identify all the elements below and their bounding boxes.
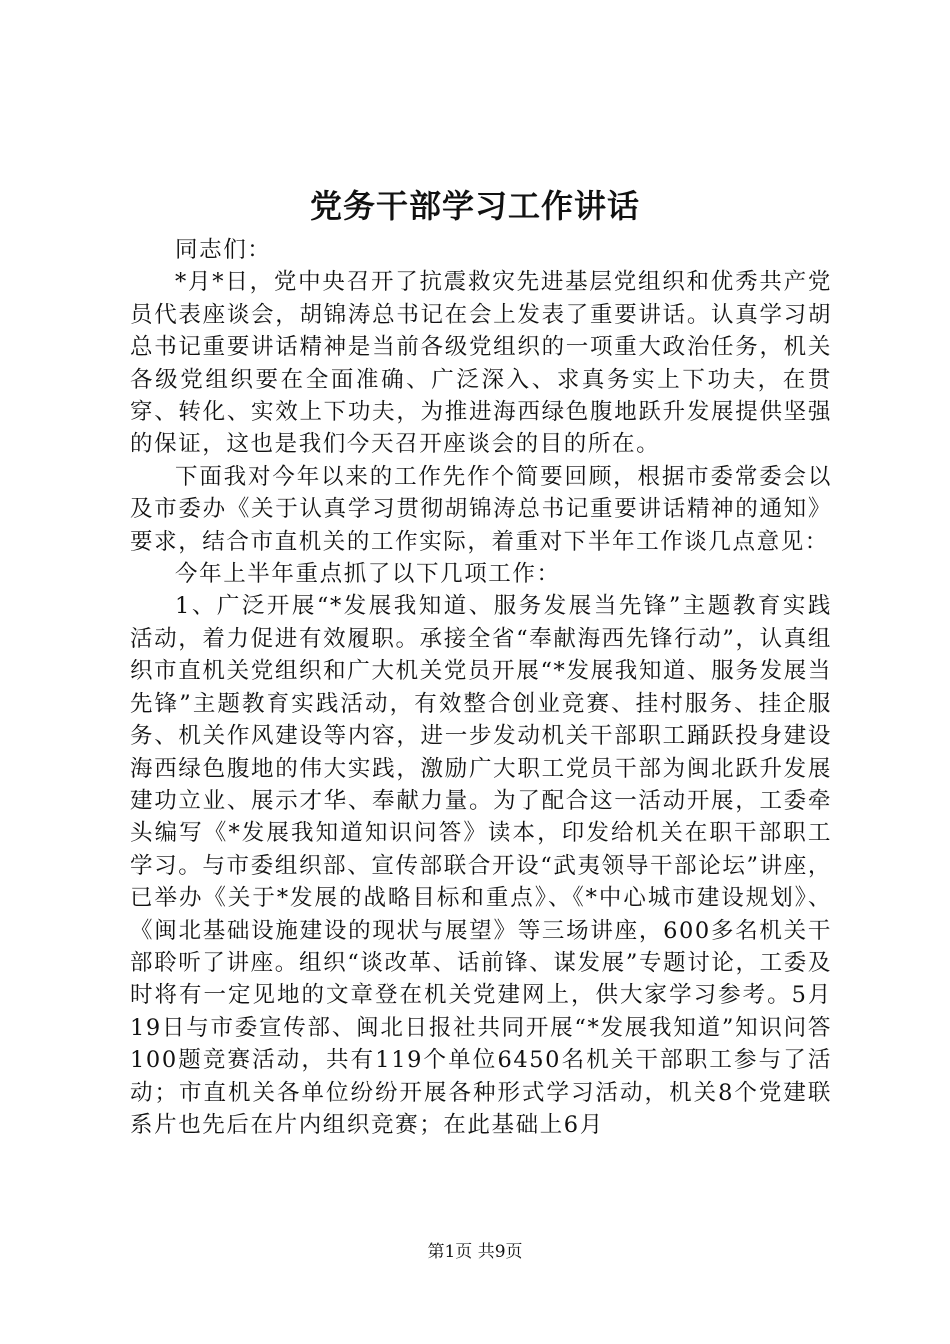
document-body bbox=[130, 234, 832, 1141]
paragraph-2: 下面我对今年以来的工作先作个简要回顾，根据市委常委会以及市委办《关于认真学习贯彻胡锦涛总书记重要讲话精神的通知》要求，结合市直机关的工作实际，着重对下半年工作谈几点意见： bbox=[130, 463, 832, 555]
document-title: 党务干部学习工作讲话 bbox=[309, 187, 640, 225]
paragraph-3: 今年上半年重点抓了以下几项工作： bbox=[175, 561, 561, 588]
page-footer: 第1页 共9页 bbox=[427, 1242, 523, 1262]
paragraph-1: *月*日，党中央召开了抗震救灾先进基层党组织和优秀共产党员代表座谈会，胡锦涛总书记在会上发表了重要讲话。认真学习胡总书记重要讲话精神是当前各级党组织的一项重大政治任务，机关各级党组织要在全面准确、广泛深入、求真务实上下功夫，在贯穿、转化、实效上下功夫，为推进海西绿色腹地跃升发展提供坚强的保证，这也是我们今天召开座谈会的目的所在。 bbox=[130, 269, 832, 458]
paragraph-4: 1、广泛开展“*发展我知道、服务发展当先锋”主题教育实践活动，着力促进有效履职。承接全省“奉献海西先锋行动”，认真组织市直机关党组织和广大机关党员开展“*发展我知道、服务发展当先锋”主题教育实践活动，有效整合创业竞赛、挂村服务、挂企服务、机关作风建设等内容，进一步发动机关干部职工踊跃投身建设海西绿色腹地的伟大实践，激励广大职工党员干部为闽北跃升发展建功立业、展示才华、奉献力量。为了配合这一活动开展，工委牵头编写《*发展我知道知识问答》读本，印发给机关在职干部职工学习。与市委组织部、宣传部联合开设“武夷领导干部论坛”讲座，已举办《关于*发展的战略目标和重点》、《*中心城市建设规划》、《闽北基础设施建设的现状与展望》等三场讲座，600多名机关干部聆听了讲座。组织“谈改革、话前锋、谋发展”专题讨论，工委及时将有一定见地的文章登在机关党建网上，供大家学习参考。5月19日与市委宣传部、闽北日报社共同开展“*发展我知道”知识问答100题竞赛活动，共有119个单位6450名机关干部职工参与了活动；市直机关各单位纷纷开展各种形式学习活动，机关8个党建联系片也先后在片内组织竞赛；在此基础上6月 bbox=[130, 593, 832, 1138]
salutation: 同志们： bbox=[175, 237, 272, 263]
